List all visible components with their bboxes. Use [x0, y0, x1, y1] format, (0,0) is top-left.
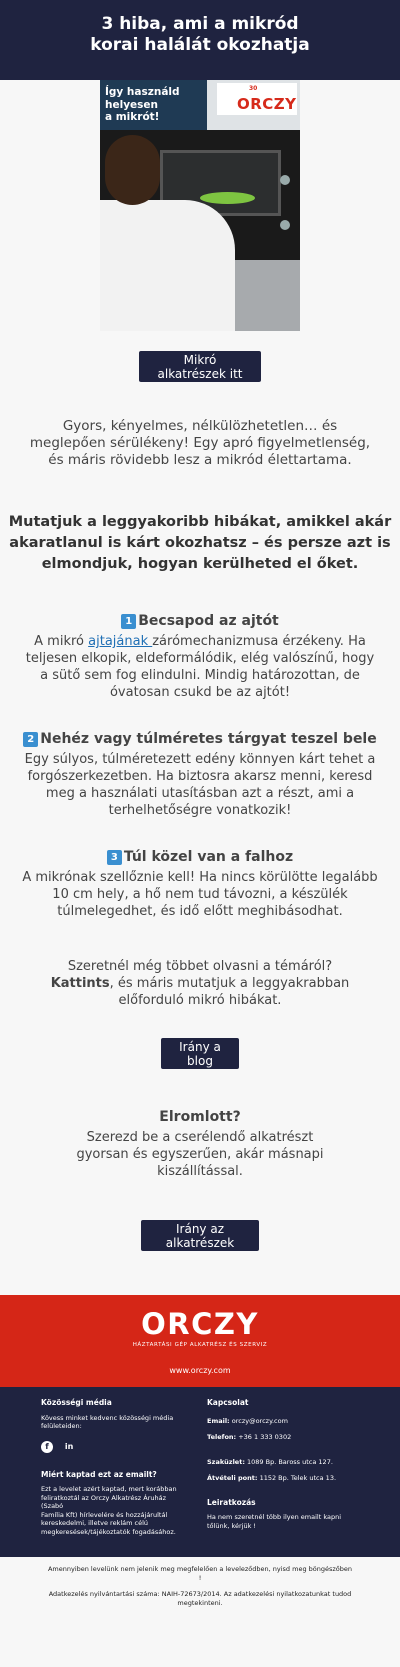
keycap-number-icon: 2	[23, 732, 38, 747]
header-title-line1: 3 hiba, ami a mikród	[101, 14, 299, 34]
social-title: Közösségi média	[41, 1398, 112, 1407]
steel-appliance	[235, 260, 300, 331]
hero-text: Így használd helyesen a mikrót!	[105, 86, 180, 123]
anniversary-badge: 30	[249, 85, 258, 92]
tip-2-text: Egy súlyos, túlméretezett edény könnyen kárt tehet a forgószerkezetben. Ha biztosra akarsz menni, keresd meg a használati utasításban azt a részt, ami a terhelhetőségre vonatkozik!	[24, 752, 376, 818]
oven-knob	[280, 175, 290, 185]
microwave-parts-button[interactable]: Mikró alkatrészek itt	[139, 351, 261, 382]
facebook-icon[interactable]: f	[41, 1441, 53, 1453]
brand-tagline: HÁZTARTÁSI GÉP ALKATRÉSZ ÉS SZERVIZ	[132, 1342, 268, 1348]
logo-wordmark: ORCZY	[237, 95, 297, 113]
email-link[interactable]: orczy@orczy.com	[231, 1416, 288, 1425]
woman-hair	[105, 135, 160, 205]
click-here-text: Kattints	[50, 976, 110, 991]
footer	[0, 1387, 400, 1557]
brand-banner	[0, 1295, 400, 1387]
unsubscribe-text[interactable]: Ha nem szeretnél több ilyen emailt kapni	[207, 1513, 342, 1521]
header-title-line2: korai halálát okozhatja	[90, 35, 310, 55]
footer-right: Kapcsolat Email: orczy@orczy.com Telefon: +36 1 333 0302 Szaküzlet: 1089 Bp. Baross utca 127. Átvételi pont: 1152 Bp. Telek utca 13. Leiratkozás Ha nem szeretnél több ilyen emailt kapni tőlünk, kérjük !	[207, 1399, 352, 1530]
broken-text: Szerezd be a cserélendő alkatrészt gyorsan és egyszerűen, akár másnapi kiszállítással.	[76, 1130, 324, 1179]
tip-2-title: 2 Nehéz vagy túlméretes tárgyat teszel bele	[0, 731, 400, 747]
parts-button[interactable]: Irány az alkatrészek	[141, 1220, 259, 1251]
tip-1-title: 1 Becsapod az ajtót	[0, 613, 400, 629]
why-title: Miért kaptad ezt az emailt?	[41, 1469, 157, 1479]
read-more-text: Szeretnél még többet olvasni a témáról? Kattints, és máris mutatjuk a leggyakrabban előforduló mikró hibákat.	[50, 959, 350, 1008]
keycap-number-icon: 3	[107, 850, 122, 865]
bottom-notice: Amennyiben levelünk nem jelenik meg megfelelően a leveleződben, nyisd meg böngészőben ! Adatkezelés nyilvántartási száma: NAIH-72673/2014. Az adatkezelési nyilatkozatunkat tudod megtekinteni.	[47, 1565, 353, 1607]
website-link[interactable]: www.orczy.com	[169, 1366, 231, 1375]
unsubscribe-title: Leiratkozás	[207, 1497, 256, 1507]
tip-1-text: A mikró ajtajának zárómechanizmusa érzékeny. Ha teljesen elkopik, eldeformálódik, elég valószínű, hogy a sütő sem fog elindulni. Mindig határozottan, de óvatosan csukd be az ajtót!	[25, 634, 375, 700]
phone-link[interactable]: +36 1 333 0302	[238, 1433, 292, 1441]
keycap-number-icon: 1	[121, 614, 136, 629]
orczy-logo	[217, 83, 297, 115]
door-parts-link[interactable]: ajtajának	[88, 634, 153, 649]
tip-3-title: 3 Túl közel van a falhoz	[0, 849, 400, 865]
food-plate	[200, 192, 255, 204]
hero-image[interactable]	[100, 80, 300, 331]
orczy-logo-large: ORCZY	[141, 1307, 259, 1341]
linkedin-icon[interactable]: in	[64, 1441, 74, 1451]
headline: Mutatjuk a leggyakoribb hibákat, amikkel akár akaratlanul is kárt okozhatsz – és persze azt is elmondjuk, hogyan kerülheted el őket.	[8, 514, 392, 572]
blog-button[interactable]: Irány a blog	[161, 1038, 239, 1069]
intro-text: Gyors, kényelmes, nélkülözhetetlen… és meglepően sérülékeny! Egy apró figyelmetlenség, és máris rövidebb lesz a mikród élettartama.	[29, 418, 371, 468]
email-header	[0, 0, 400, 80]
tip-3-text: A mikrónak szellőznie kell! Ha nincs körülötte legalább 10 cm hely, a hő nem tud távozni, a készülék túlmelegedhet, és idő előtt meghibásodhat.	[22, 870, 378, 919]
broken-title: Elromlott?	[159, 1109, 241, 1125]
woman-figure	[100, 200, 235, 331]
footer-left: Közösségi média Kövess minket kedvenc közösségi média felületeiden: f in Miért kaptad ezt az emailt? Ezt a levelet azért kaptad, mert korábban feliratkoztál az Orczy Alkatrész Áruház (Szabó Família Kft) hírlevelére és hozzájárultál kereskedelmi, illetve reklám célú megkeresések/tájékoztatók fogadásához.	[41, 1399, 186, 1536]
contact-title: Kapcsolat	[207, 1398, 249, 1407]
oven-knob	[280, 220, 290, 230]
